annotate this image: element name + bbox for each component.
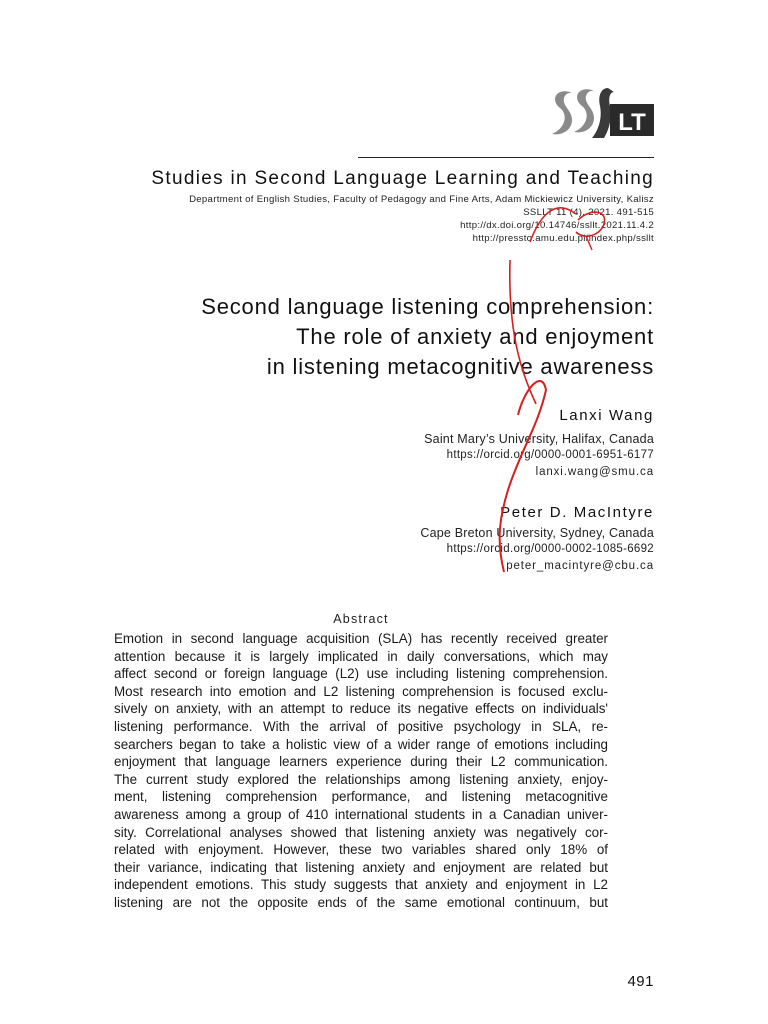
journal-title: Studies in Second Language Learning and Teaching — [151, 168, 654, 189]
journal-citation: SSLLT 11 (4). 2021. 491-515 — [523, 207, 654, 218]
abstract-line: sively on anxiety, with an attempt to reduce its negative effects on individuals' — [114, 701, 608, 717]
abstract-body — [114, 630, 608, 912]
abstract-line: independent emotions. This study suggests that anxiety and enjoyment in L2 — [114, 877, 608, 893]
abstract-line: listening performance. With the arrival of positive psychology in SLA, re- — [114, 718, 608, 734]
abstract-line: Most research into emotion and L2 listening comprehension is focused exclu- — [114, 683, 608, 699]
red-pen-annotation — [480, 190, 620, 580]
header-rule — [358, 157, 654, 158]
author-affiliation: Saint Mary’s University, Halifax, Canada — [424, 432, 654, 446]
ssllt-logo-graphic — [548, 84, 654, 144]
abstract-line: ment, listening comprehension performance, and listening metacognitive — [114, 789, 608, 805]
abstract-line: related with enjoyment. However, these two variables shared only 18% of — [114, 842, 608, 858]
abstract-line: listening are not the opposite ends of the same emotional continuum, but — [114, 894, 608, 910]
author-email-link[interactable]: peter_macintyre@cbu.ca — [506, 560, 654, 572]
author-email-link[interactable]: lanxi.wang@smu.ca — [535, 466, 654, 478]
abstract-line: attention because it is largely implicated in daily conversations, which may — [114, 648, 608, 664]
abstract-line: their variance, indicating that listening anxiety and enjoyment are related but — [114, 859, 608, 875]
article-title-line: The role of anxiety and enjoyment — [296, 324, 654, 349]
journal-department: Department of English Studies, Faculty of Pedagogy and Fine Arts, Adam Mickiewicz University, Kalisz — [189, 194, 654, 205]
page-number: 491 — [627, 973, 654, 990]
journal-url-link[interactable]: http://pressto.amu.edu.pl/index.php/ssllt — [472, 233, 654, 244]
abstract-line: awareness among a group of 410 international students in a Canadian univer- — [114, 806, 608, 822]
abstract-line: searchers began to take a holistic view of a wider range of emotions including — [114, 736, 608, 752]
article-title-line: Second language listening comprehension: — [201, 294, 654, 319]
author-affiliation: Cape Breton University, Sydney, Canada — [420, 526, 654, 540]
journal-logo — [548, 84, 654, 144]
author-name: Lanxi Wang — [559, 407, 654, 424]
abstract-line: The current study explored the relationships among listening anxiety, enjoy- — [114, 771, 608, 787]
abstract-line: Emotion in second language acquisition (SLA) has recently received greater — [114, 631, 608, 646]
abstract-line: affect second or foreign language (L2) use including listening comprehension. — [114, 666, 608, 682]
article-title-line: in listening metacognitive awareness — [266, 354, 654, 379]
author-orcid-link[interactable]: https://orcid.org/0000-0002-1085-6692 — [446, 543, 654, 555]
logo-text: LT — [618, 109, 646, 136]
abstract-heading: Abstract — [333, 612, 389, 626]
author-orcid-link[interactable]: https://orcid.org/0000-0001-6951-6177 — [446, 449, 654, 461]
abstract-line: enjoyment that language learners experience during their L2 communication. — [114, 754, 608, 770]
author-name: Peter D. MacIntyre — [500, 504, 654, 521]
journal-doi-link[interactable]: http://dx.doi.org/10.14746/ssllt.2021.11.4.2 — [460, 220, 654, 231]
abstract-line: sity. Correlational analyses showed that listening anxiety was negatively cor- — [114, 824, 608, 840]
